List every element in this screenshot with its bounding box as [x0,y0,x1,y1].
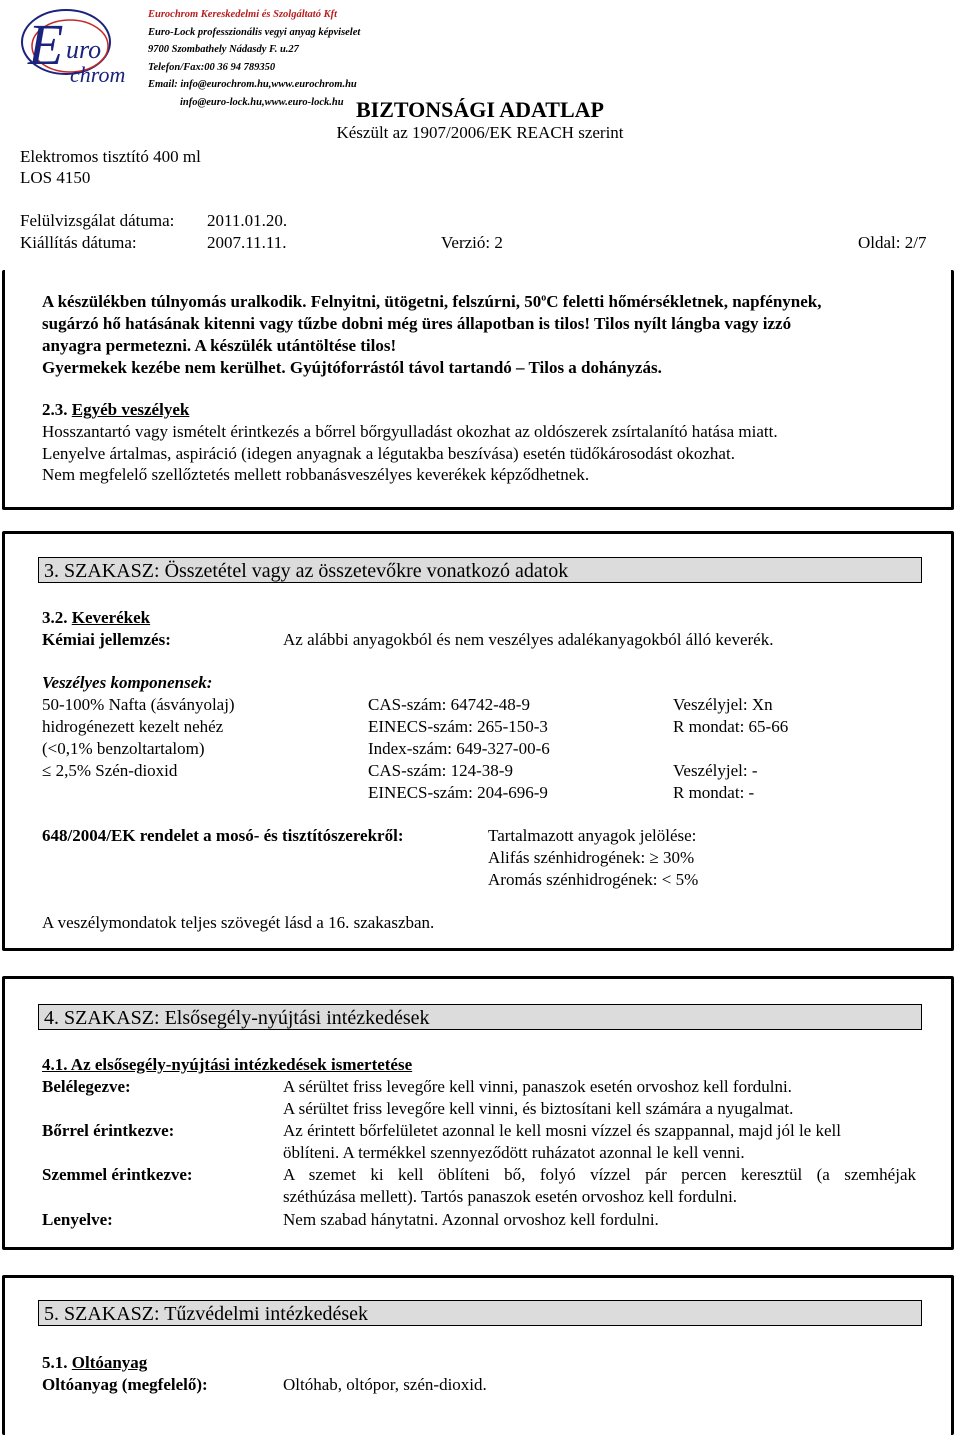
component-class: Veszélyjel: Xn [673,695,773,714]
company-logo [18,6,138,86]
firstaid-text: Nem szabad hánytatni. Azonnal orvoshoz kell fordulni. [283,1210,659,1229]
component-id: CAS-szám: 124-38-9 [368,761,513,780]
chem-value: Az alábbi anyagokból és nem veszélyes adalékanyagokból álló keverék. [283,630,774,649]
regulation-line: Tartalmazott anyagok jelölése: [488,826,697,845]
product-code: LOS 4150 [20,168,91,187]
component-class: R mondat: 65-66 [673,717,789,736]
section-4-heading: 4. SZAKASZ: Elsősegély-nyújtási intézkedések [38,1004,922,1030]
company-email[interactable]: Email: info@eurochrom.hu,www.eurochrom.hu [148,79,357,90]
issue-label: Kiállítás dátuma: [20,233,137,252]
component-class: Veszélyjel: - [673,761,758,780]
component-name: ≤ 2,5% Szén-dioxid [42,761,178,780]
issue-date: 2007.11.11. [207,233,287,252]
firstaid-text: Az érintett bőrfelületet azonnal le kell mosni vízzel és szappannal, majd jól le kell [283,1121,841,1140]
subsection-4-1: 4.1. Az elsősegély-nyújtási intézkedések ismertetése [42,1055,413,1074]
logo-word-uro: uro [66,35,102,64]
firstaid-text: széthúzása mellett). Tartós panaszok esetén orvoshoz kell fordulni. [283,1187,738,1206]
component-id: EINECS-szám: 265-150-3 [368,717,548,736]
warning-line-2: sugárzó hő hatásának kitenni vagy tűzbe dobni még üres állapotban is tilos! Tilos nyílt lángba vagy izzó [42,314,792,333]
logo-word-chrom: chrom [70,62,126,86]
component-name: (<0,1% benzoltartalom) [42,739,205,758]
revision-label: Felülvizsgálat dátuma: [20,211,175,230]
footnote: A veszélymondatok teljes szövegét lásd a 16. szakaszban. [42,913,435,932]
document-title: BIZTONSÁGI ADATLAP [356,97,604,122]
warning-line-1: A készülékben túlnyomás uralkodik. Felnyitni, ütögetni, felszúrni, 50$^o$C feletti hőmérsékletnek, napfénynek, [42,292,822,311]
section-5-heading: 5. SZAKASZ: Tűzvédelmi intézkedések [38,1300,922,1326]
document-subtitle: Készült az 1907/2006/EK REACH szerint [336,123,624,142]
other-hazard-2: Lenyelve ártalmas, aspiráció (idegen anyagnak a légutakba beszívása) esetén tüdőkárosodást okozhat. [42,444,735,463]
company-line: Euro-Lock professzionális vegyi anyag képviselet [148,26,361,38]
version: Verzió: 2 [441,233,503,252]
regulation-line: Aromás szénhidrogének: < 5% [488,870,699,889]
hazard-components-label: Veszélyes komponensek: [42,673,213,692]
regulation-label: 648/2004/EK rendelet a mosó- és tisztítószerekről: [42,826,404,845]
firstaid-label: Bőrrel érintkezve: [42,1121,175,1140]
warning-line-3: anyagra permetezni. A készülék utántöltése tilos! [42,336,397,355]
company-email-2[interactable]: info@euro-lock.hu,www.euro-lock.hu [180,96,344,108]
component-id: Index-szám: 649-327-00-6 [368,739,550,758]
extinguisher-label: Oltóanyag (megfelelő): [42,1375,208,1394]
chem-label: Kémiai jellemzés: [42,630,171,649]
firstaid-text: A szemet ki kell öblíteni bő, folyó vízzel pár percen keresztül (a szemhéjak [283,1165,916,1184]
revision-date: 2011.01.20. [207,211,288,230]
component-name: 50-100% Nafta (ásványolaj) [42,695,235,714]
product-name: Elektromos tisztító 400 ml [20,147,201,166]
page-number: Oldal: 2/7 [858,233,927,252]
other-hazard-1: Hosszantartó vagy ismételt érintkezés a bőrrel bőrgyulladást okozhat az oldószerek zsírtalanító hatása miatt. [42,422,778,441]
extinguisher-value: Oltóhab, oltópor, szén-dioxid. [283,1375,487,1394]
other-hazard-3: Nem megfelelő szellőztetés mellett robbanásveszélyes keverékek képződhetnek. [42,465,590,484]
subsection-2-3: 2.3. Egyéb veszélyek [42,400,190,419]
firstaid-label: Lenyelve: [42,1210,113,1229]
subsection-5-1: 5.1. Oltóanyag [42,1353,148,1372]
subsection-3-2: 3.2. Keverékek [42,608,151,627]
component-id: CAS-szám: 64742-48-9 [368,695,530,714]
component-id: EINECS-szám: 204-696-9 [368,783,548,802]
firstaid-text: A sérültet friss levegőre kell vinni, és biztosítani kell számára a nyugalmat. [283,1099,794,1118]
component-class: R mondat: - [673,783,755,802]
logo-letter-e: E [28,12,64,77]
firstaid-label: Belélegezve: [42,1077,131,1096]
component-name: hidrogénezett kezelt nehéz [42,717,224,736]
company-phone: Telefon/Fax:00 36 94 789350 [148,61,276,73]
warning-line-4: Gyermekek kezébe nem kerülhet. Gyújtóforrástól távol tartandó – Tilos a dohányzás. [42,358,662,377]
firstaid-text: öblíteni. A termékkel szennyeződött ruházatot azonnal le kell venni. [283,1143,745,1162]
firstaid-label: Szemmel érintkezve: [42,1165,193,1184]
company-name: Eurochrom Kereskedelmi és Szolgáltató Kft [148,9,338,20]
regulation-line: Alifás szénhidrogének: ≥ 30% [488,848,695,867]
company-address: 9700 Szombathely Nádasdy F. u.27 [148,44,299,55]
company-info [148,6,360,111]
section-3-heading: 3. SZAKASZ: Összetétel vagy az összetevőkre vonatkozó adatok [38,557,922,583]
firstaid-text: A sérültet friss levegőre kell vinni, panaszok esetén orvoshoz kell fordulni. [283,1077,792,1096]
